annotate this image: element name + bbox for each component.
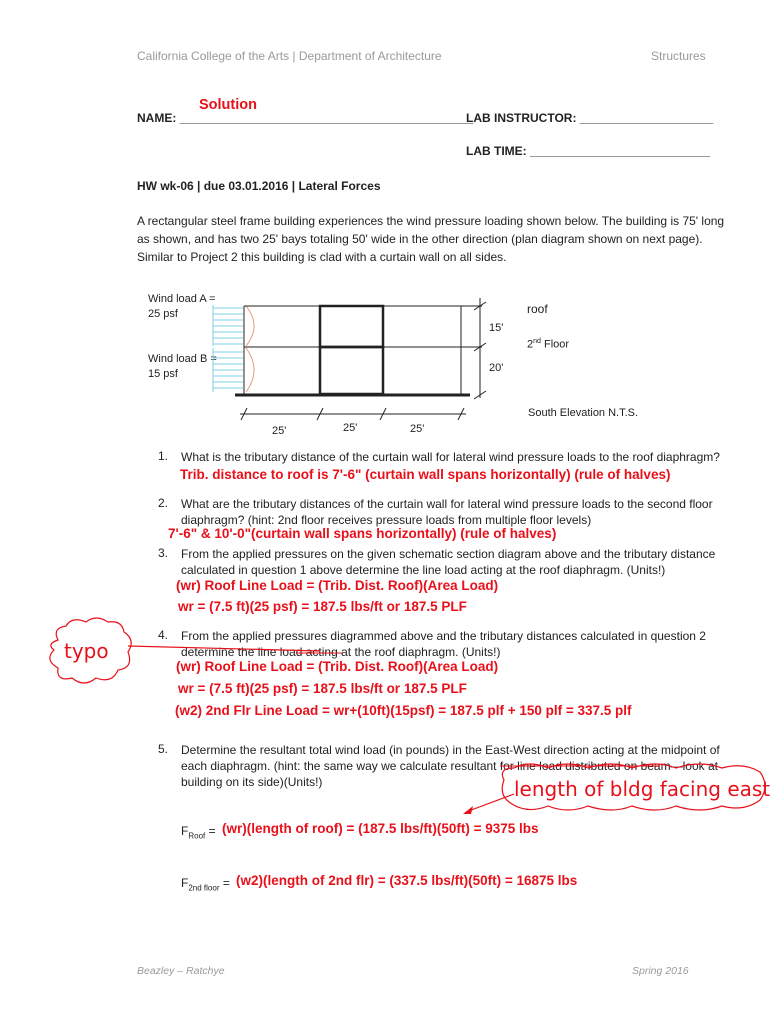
q2-answer: 7'-6" & 10'-0"(curtain wall spans horizontally) (rule of halves) <box>168 526 557 541</box>
intro-line: Similar to Project 2 this building is clad with a curtain wall on all sides. <box>137 250 507 264</box>
typo-annotation: typo <box>64 639 109 663</box>
q4-answer-line2: wr = (7.5 ft)(25 psf) = 187.5 lbs/ft or 187.5 PLF <box>178 681 467 696</box>
q4-number: 4. <box>158 628 169 642</box>
bay-label-3: 25' <box>410 423 425 435</box>
q2-number: 2. <box>158 496 169 510</box>
intro-line: A rectangular steel frame building experiences the wind pressure loading shown below. The building is 75' long <box>137 214 725 228</box>
typo-arrow <box>128 646 320 651</box>
q3-answer-line2: wr = (7.5 ft)(25 psf) = 187.5 lbs/ft or 187.5 PLF <box>178 599 467 614</box>
q2-text: What are the tributary distances of the curtain wall for lateral wind pressure loads to the second floor diaphragm? (hint: 2nd floor receives pressure loads from multiple floor levels) <box>181 497 713 527</box>
q5-text: Determine the resultant total wind load (in pounds) in the East-West direction acting at the midpoint of each diaphragm. (hint: the same way we calculate resultant for line load distributed on beam—look at building on its side)(Units!) <box>181 743 720 789</box>
header-subject: Structures <box>651 49 706 63</box>
assignment-title: HW wk-06 | due 03.01.2016 | Lateral Forces <box>137 179 381 193</box>
bay-label-2: 25' <box>343 422 358 434</box>
height-20-label: 20' <box>489 362 504 374</box>
q5-number: 5. <box>158 742 169 756</box>
elevation-label: South Elevation N.T.S. <box>528 407 639 419</box>
length-note-arrow <box>466 794 514 812</box>
q4-answer-line3: (w2) 2nd Flr Line Load = wr+(10ft)(15psf) = 187.5 plf + 150 plf = 337.5 plf <box>175 703 632 718</box>
footer-authors: Beazley – Ratchye <box>137 965 225 977</box>
lab-instructor-field: LAB INSTRUCTOR: ____________________ <box>466 111 714 125</box>
f2-answer: (w2)(length of 2nd flr) = (337.5 lbs/ft)(50ft) = 16875 lbs <box>236 873 578 888</box>
bay-label-1: 25' <box>272 425 287 437</box>
intro-line: as shown, and has two 25' bays totaling 50' wide in the other direction (plan diagram shown on next page). <box>137 232 703 246</box>
f2-label: $F_{2nd floor}$ = <box>181 876 230 893</box>
wind-load-a-label: Wind load A = 25 psf <box>148 293 216 320</box>
solution-handwritten: Solution <box>199 97 257 113</box>
q4-answer-line1: (wr) Roof Line Load = (Trib. Dist. Roof)(Area Load) <box>176 659 499 674</box>
length-note-annotation: length of bldg facing east <box>514 777 770 801</box>
header-course: California College of the Arts | Department of Architecture <box>137 49 442 63</box>
wind-load-b-label: Wind load B = 15 psf <box>148 353 217 380</box>
height-15-label: 15' <box>489 322 504 334</box>
q3-text: From the applied pressures on the given schematic section diagram above and the tributary distance calculated in question 1 above determine the line load acting at the roof diaphragm. (Units!) <box>181 547 716 577</box>
roof-label: roof <box>527 302 548 316</box>
q1-text: What is the tributary distance of the curtain wall for lateral wind pressure loads to the roof diaphragm? <box>181 450 720 464</box>
froof-answer: (wr)(length of roof) = (187.5 lbs/ft)(50ft) = 9375 lbs <box>222 821 539 836</box>
lab-time-field: LAB TIME: ___________________________ <box>466 144 711 158</box>
q3-answer-line1: (wr) Roof Line Load = (Trib. Dist. Roof)(Area Load) <box>176 578 499 593</box>
q1-answer: Trib. distance to roof is 7'-6" (curtain wall spans horizontally) (rule of halves) <box>180 467 671 482</box>
q1-number: 1. <box>158 449 169 463</box>
q3-number: 3. <box>158 546 169 560</box>
second-floor-label: 2nd Floor <box>527 338 570 351</box>
name-field: NAME: ____________________________________________ <box>137 111 474 125</box>
footer-term: Spring 2016 <box>632 965 689 977</box>
q4-text: From the applied pressures diagrammed above and the tributary distances calculated in question 2 determine the line load acting at the roof diaphragm. (Units!) <box>181 629 706 659</box>
froof-label: $F_{Roof}$ = <box>181 824 216 841</box>
